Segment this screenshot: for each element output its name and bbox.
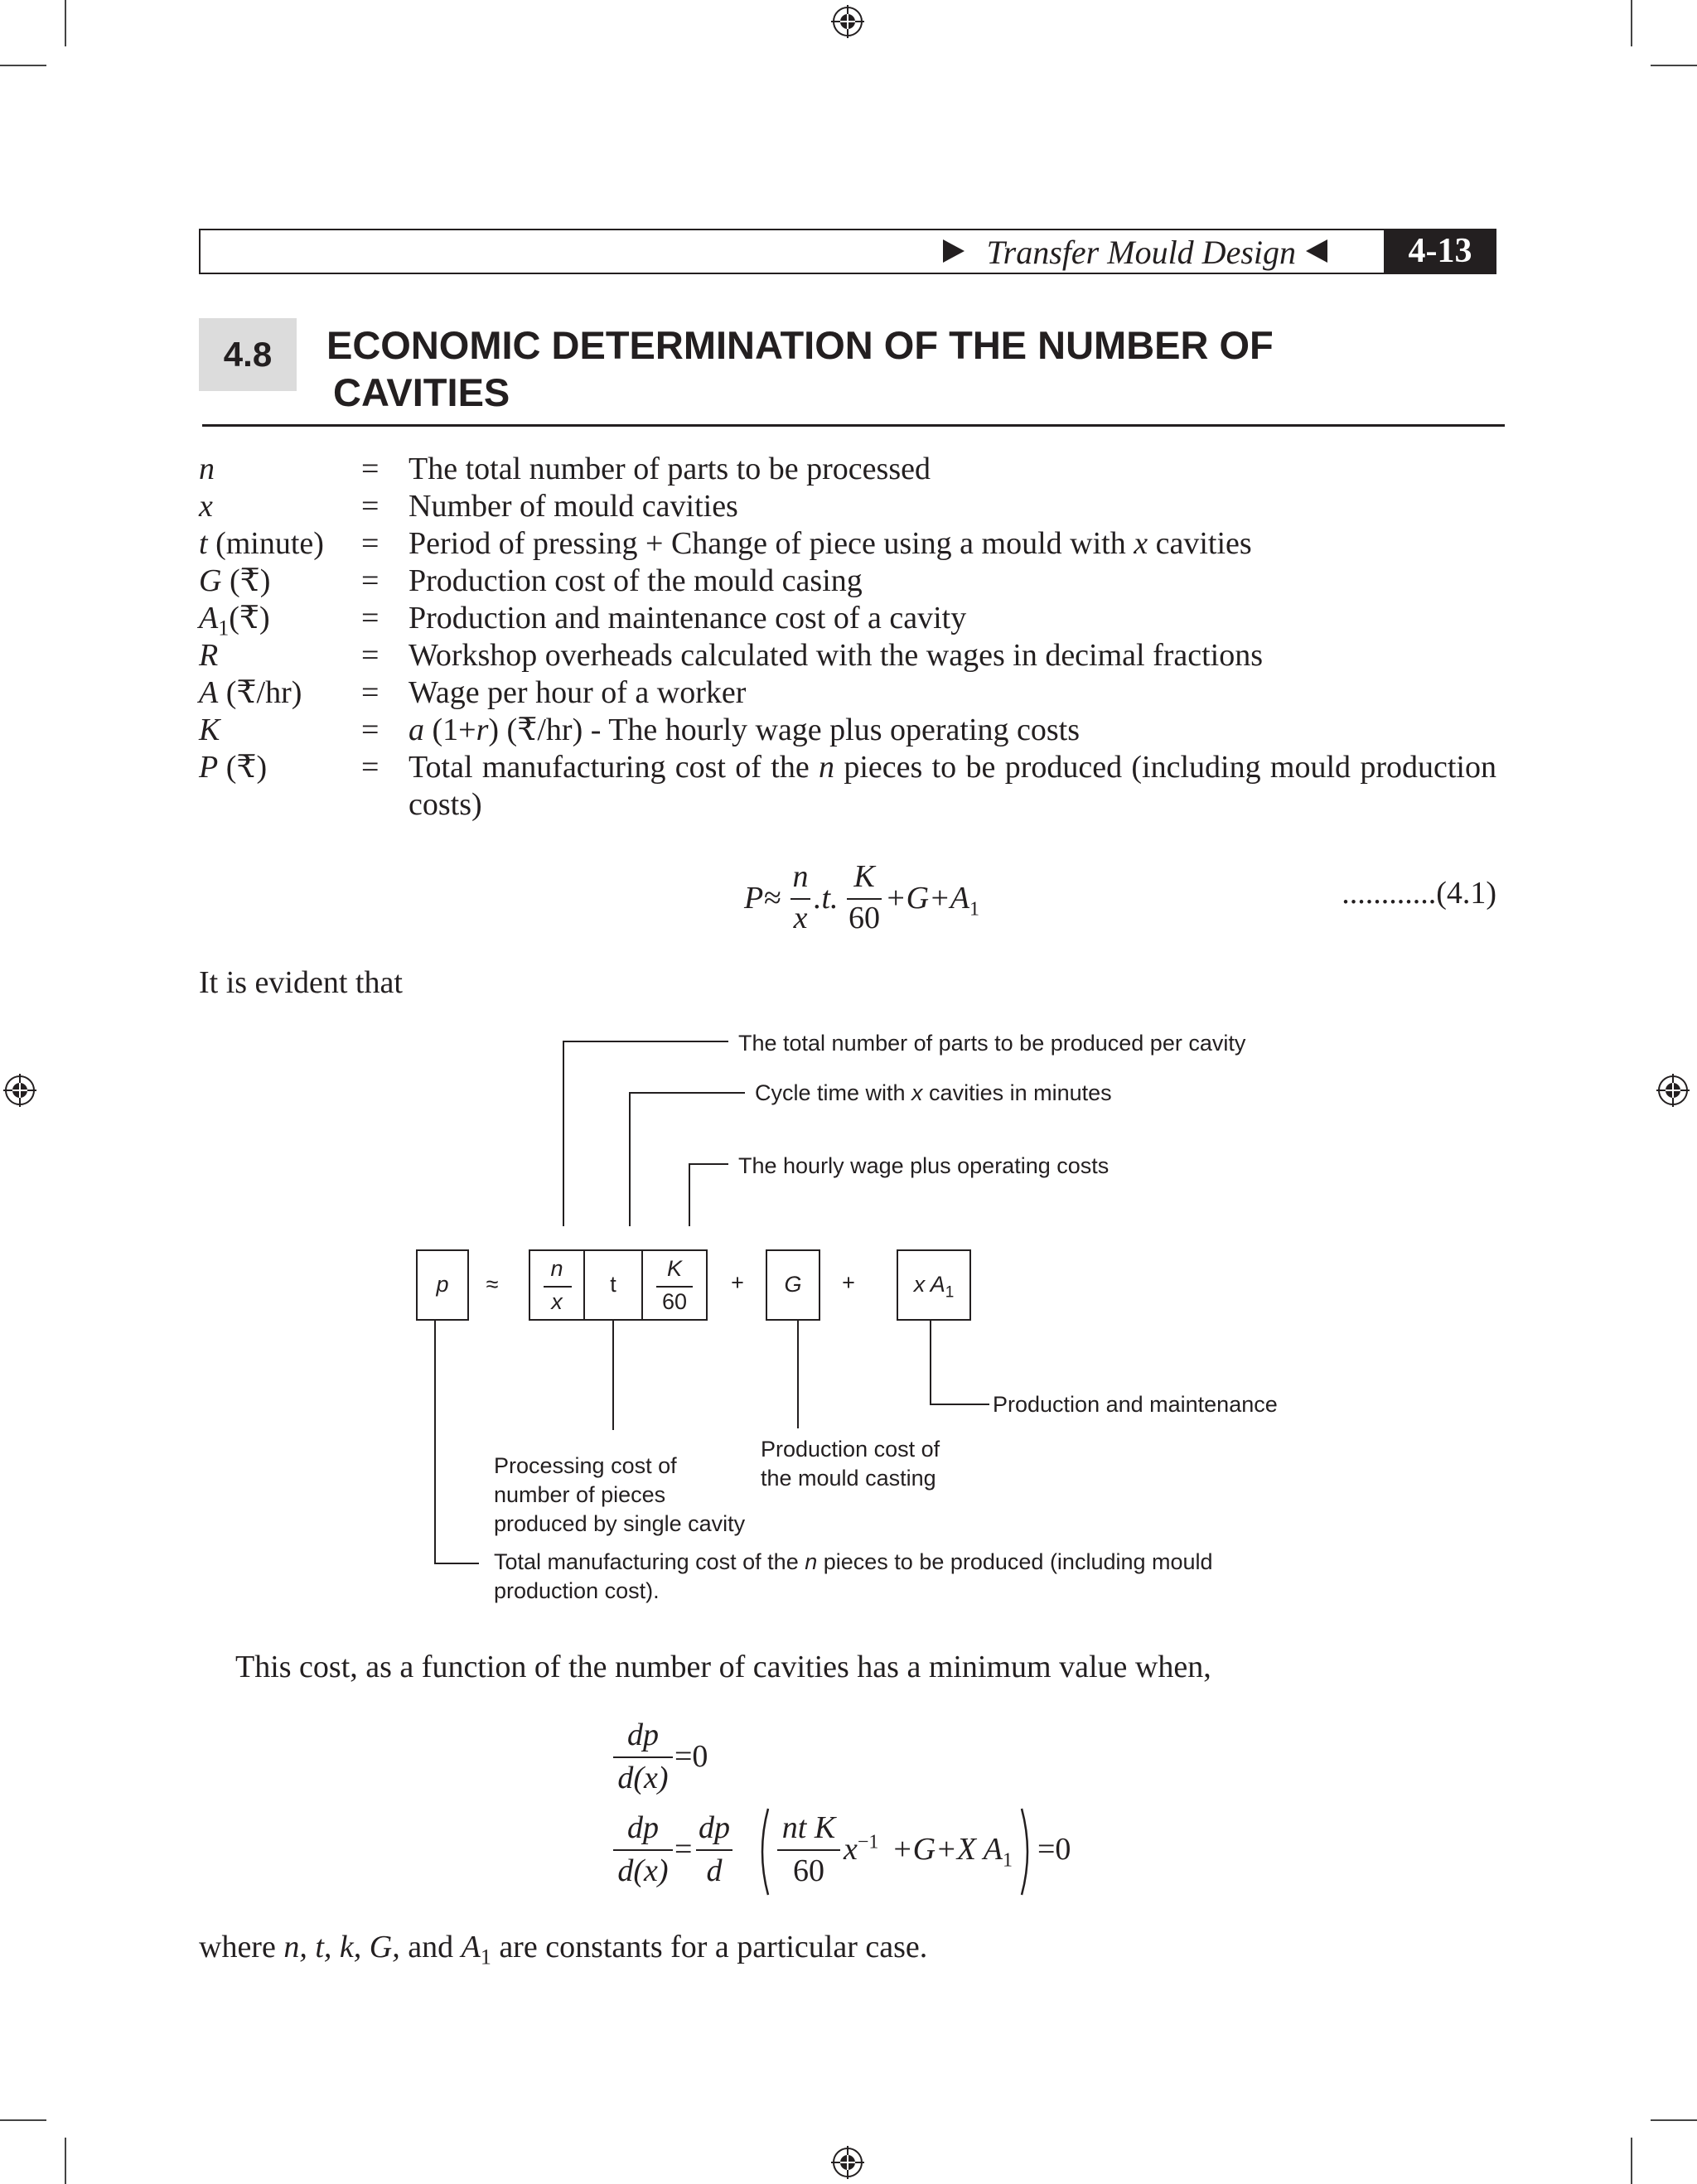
section-rule: [202, 424, 1505, 427]
box-t: t: [583, 1249, 643, 1321]
page-number: 4-13: [1384, 229, 1496, 274]
equals-sign: =: [361, 750, 380, 785]
right-paren-icon: [1019, 1806, 1036, 1897]
section-title: [326, 321, 1487, 416]
equation-4-1: [744, 858, 1009, 941]
leader-line: [563, 1041, 564, 1226]
definition-text: Wage per hour of a worker: [409, 675, 747, 710]
definition-text: Production and maintenance cost of a cavity: [409, 601, 967, 635]
leader-line: [629, 1092, 745, 1094]
registration-mark-icon: [831, 5, 864, 38]
label-processing-cost: Processing cost of number of pieces produced by single cavity: [494, 1453, 746, 1536]
crop-mark: [65, 0, 66, 46]
diagram-approx: ≈: [486, 1272, 499, 1297]
definition-symbol: K: [199, 713, 220, 747]
fraction-bar: [777, 1849, 840, 1851]
crop-mark: [0, 65, 46, 66]
box-g: G: [766, 1249, 820, 1321]
label-maintenance: Production and maintenance: [993, 1392, 1278, 1417]
registration-mark-icon: [831, 2146, 864, 2179]
crop-mark: [1631, 0, 1632, 46]
derivative-equation-1: dp d(x) =0: [613, 1717, 779, 1800]
equals-sign: =: [361, 489, 380, 524]
triangle-left-icon: [1306, 239, 1327, 263]
definition-symbol: x: [199, 489, 213, 524]
leader-line: [563, 1041, 728, 1042]
leader-line: [629, 1092, 631, 1226]
section-title-line: CAVITIES: [333, 370, 510, 414]
definition-text: Total manufacturing cost of the n pieces to be produced (including mould production costs): [409, 750, 1496, 822]
label-total-cost: Total manufacturing cost of the n pieces to be produced (including mould production cost).: [494, 1549, 1213, 1603]
label-parts-per-cavity: The total number of parts to be produced per cavity: [738, 1031, 1246, 1056]
eq-lhs: P: [744, 881, 764, 916]
section-title-line: ECONOMIC DETERMINATION OF THE NUMBER OF: [326, 323, 1274, 367]
left-paren-icon: [754, 1806, 771, 1897]
definition-symbol: A (₹/hr): [199, 675, 302, 710]
definition-symbol: t (minute): [199, 526, 324, 561]
triangle-right-icon: [943, 239, 965, 263]
crop-mark: [0, 2119, 46, 2121]
running-head-title: Transfer Mould Design: [986, 234, 1296, 271]
leader-line: [612, 1321, 614, 1430]
eq-frac-den: 60: [848, 901, 880, 935]
equals-sign: =: [361, 638, 380, 673]
eq-approx: ≈: [764, 881, 781, 916]
box-x-a1: x $A_1$: [897, 1249, 971, 1321]
leader-line: [434, 1563, 479, 1564]
definition-symbol: $A_1(₹)$: [199, 601, 270, 640]
crop-mark: [1631, 2138, 1632, 2184]
definition-text: Production cost of the mould casing: [409, 563, 863, 598]
registration-mark-icon: [1656, 1074, 1690, 1107]
equals-sign: =: [361, 601, 380, 635]
box-k-over-60: K 60: [641, 1249, 708, 1321]
equals-sign: =: [361, 563, 380, 598]
leader-line: [797, 1321, 799, 1428]
leader-line: [434, 1321, 436, 1564]
eq-frac-den: x: [793, 901, 808, 935]
definition-symbol: G (₹): [199, 563, 271, 598]
leader-line: [930, 1404, 989, 1405]
derivative-equation-2: dp d(x) = dp d nt K 60 $x^{-1}$ +G+X $A_1$ =0: [613, 1810, 1094, 1901]
definition-symbol: R: [199, 638, 219, 673]
equals-sign: =: [361, 526, 380, 561]
box-n-over-x: n x: [529, 1249, 585, 1321]
diagram-plus: +: [842, 1270, 855, 1295]
definition-text: The total number of parts to be processed: [409, 452, 931, 486]
eq-rest: $+G+A_1$: [885, 881, 979, 920]
leader-line: [689, 1163, 690, 1226]
definition-text: a (1+r) (₹/hr) - The hourly wage plus operating costs: [409, 713, 1081, 747]
registration-mark-icon: [3, 1074, 36, 1107]
box-p: p: [416, 1249, 469, 1321]
crop-mark: [65, 2138, 66, 2184]
label-mould-casting: Production cost of the mould casting: [761, 1437, 940, 1491]
label-hourly-wage: The hourly wage plus operating costs: [738, 1153, 1110, 1178]
crop-mark: [1651, 2119, 1697, 2121]
leader-line: [689, 1163, 728, 1165]
section-number: 4.8: [199, 318, 297, 391]
fraction-bar: [696, 1849, 732, 1851]
equals-sign: =: [361, 675, 380, 710]
fraction-bar: [613, 1756, 673, 1758]
label-cycle-time: Cycle time with x cavities in minutes: [755, 1080, 1112, 1105]
eq-frac-num: K: [853, 859, 875, 894]
equals-sign: =: [361, 713, 380, 747]
definition-symbol: P (₹): [199, 750, 268, 785]
diagram-plus: +: [731, 1270, 744, 1295]
leader-line: [930, 1321, 931, 1405]
definition-symbol: n: [199, 452, 215, 486]
body-text: where n, t, k, G, and $A_1$ are constants for a particular case.: [199, 1930, 928, 1969]
eq-mid: .t.: [814, 881, 839, 916]
eq-frac-num: n: [792, 859, 809, 894]
definition-text: Number of mould cavities: [409, 489, 738, 524]
equals-sign: =: [361, 452, 380, 486]
crop-mark: [1651, 65, 1697, 66]
body-text: This cost, as a function of the number of cavities has a minimum value when,: [235, 1650, 1211, 1684]
definition-text: Workshop overheads calculated with the wages in decimal fractions: [409, 638, 1264, 673]
body-text: It is evident that: [199, 965, 403, 1000]
definition-text: Period of pressing + Change of piece using a mould with x cavities: [409, 526, 1252, 561]
running-head: [199, 229, 1496, 274]
equation-number: ............(4.1): [1342, 876, 1496, 911]
fraction-bar: [613, 1849, 673, 1851]
